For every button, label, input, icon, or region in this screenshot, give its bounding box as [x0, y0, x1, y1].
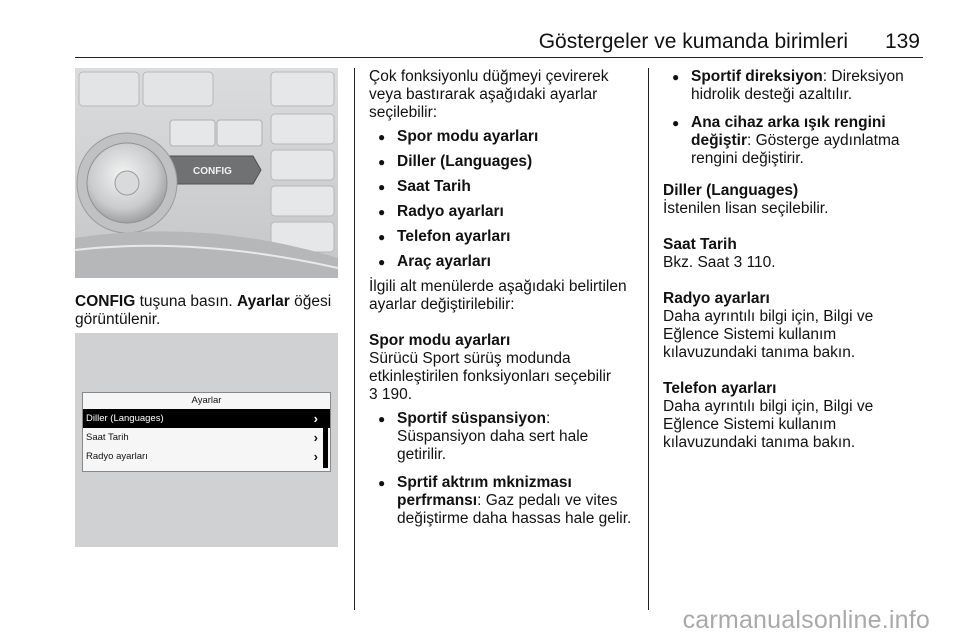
phone-text: Daha ayrıntılı bilgi için, Bilgi ve Eğlence Sistemi kullanım kılavuzundaki tanıma bakın. — [663, 398, 874, 451]
list-item: ● Radyo ayarları — [369, 203, 641, 221]
time-date-text: Bkz. Saat 3 110. — [663, 254, 776, 271]
right-column — [663, 68, 925, 452]
column-divider-left — [354, 68, 355, 610]
list-item: ● Araç ayarları — [369, 253, 641, 271]
watermark: carmanualsonline.info — [682, 606, 930, 634]
menu-item-languages: Diller (Languages) › — [83, 409, 330, 428]
languages-text: İstenilen lisan seçilebilir. — [663, 200, 829, 217]
config-caption: CONFIG tuşuna basın. Ayarlar öğesi görüntülenir. — [75, 293, 332, 328]
list-item: ● Sportif süspansiyon: Süspansiyon daha sert hale getirilir. — [369, 410, 641, 464]
intro-text: Çok fonksiyonlu düğmeyi çevirerek veya bastırarak aşağıdaki ayarlar seçilebilir: — [369, 68, 609, 121]
sport-heading: Spor modu ayarları — [369, 332, 511, 349]
column-divider-right — [648, 68, 649, 610]
radio-text: Daha ayrıntılı bilgi için, Bilgi ve Eğlence Sistemi kullanım kılavuzundaki tanıma bakın. — [663, 308, 874, 361]
submenu-text: İlgili alt menülerde aşağıdaki belirtilen ayarlar değiştirilebilir: — [369, 278, 627, 313]
list-item: ● Sportif direksiyon: Direksiyon hidrolik desteği azaltılır. — [663, 68, 925, 104]
menu-title: Ayarlar — [191, 395, 222, 406]
list-item: ● Telefon ayarları — [369, 228, 641, 246]
config-button-label: CONFIG — [193, 166, 232, 177]
time-date-heading: Saat Tarih — [663, 236, 737, 253]
list-item: ● Spor modu ayarları — [369, 128, 641, 146]
list-item: ● Sprtif aktrım mknizması perfrmansı: Gaz pedalı ve vites değiştirme daha hassas hale gelir. — [369, 474, 641, 528]
config-button-photo — [75, 68, 338, 278]
header-rule — [75, 57, 923, 58]
middle-column — [369, 68, 641, 538]
chevron-right-icon: › — [313, 411, 318, 426]
console-illustration — [75, 68, 338, 278]
menu-item-time-date: Saat Tarih › — [86, 430, 318, 445]
menu-item-radio: Radyo ayarları › — [86, 449, 318, 464]
menu-scrollbar — [323, 410, 328, 468]
list-item: ● Diller (Languages) — [369, 153, 641, 171]
radio-heading: Radyo ayarları — [663, 290, 770, 307]
list-item: ● Ana cihaz arka ışık rengini değiştir: Gösterge aydınlatma rengini değiştirir. — [663, 114, 925, 168]
chevron-right-icon: › — [313, 430, 318, 445]
settings-options-list — [369, 128, 641, 271]
sport-options-list — [369, 410, 641, 528]
sport-text: Sürücü Sport sürüş modunda etkinleştirilen fonksiyonları seçebilir 3 190. — [369, 350, 612, 403]
page-number: 139 — [884, 30, 920, 53]
sport-options-list-continued — [663, 68, 925, 168]
list-item: ● Saat Tarih — [369, 178, 641, 196]
header-title: Göstergeler ve kumanda birimleri — [538, 30, 848, 53]
settings-menu-display — [82, 392, 331, 472]
languages-heading: Diller (Languages) — [663, 182, 799, 199]
phone-heading: Telefon ayarları — [663, 380, 777, 397]
chevron-right-icon: › — [313, 449, 318, 464]
